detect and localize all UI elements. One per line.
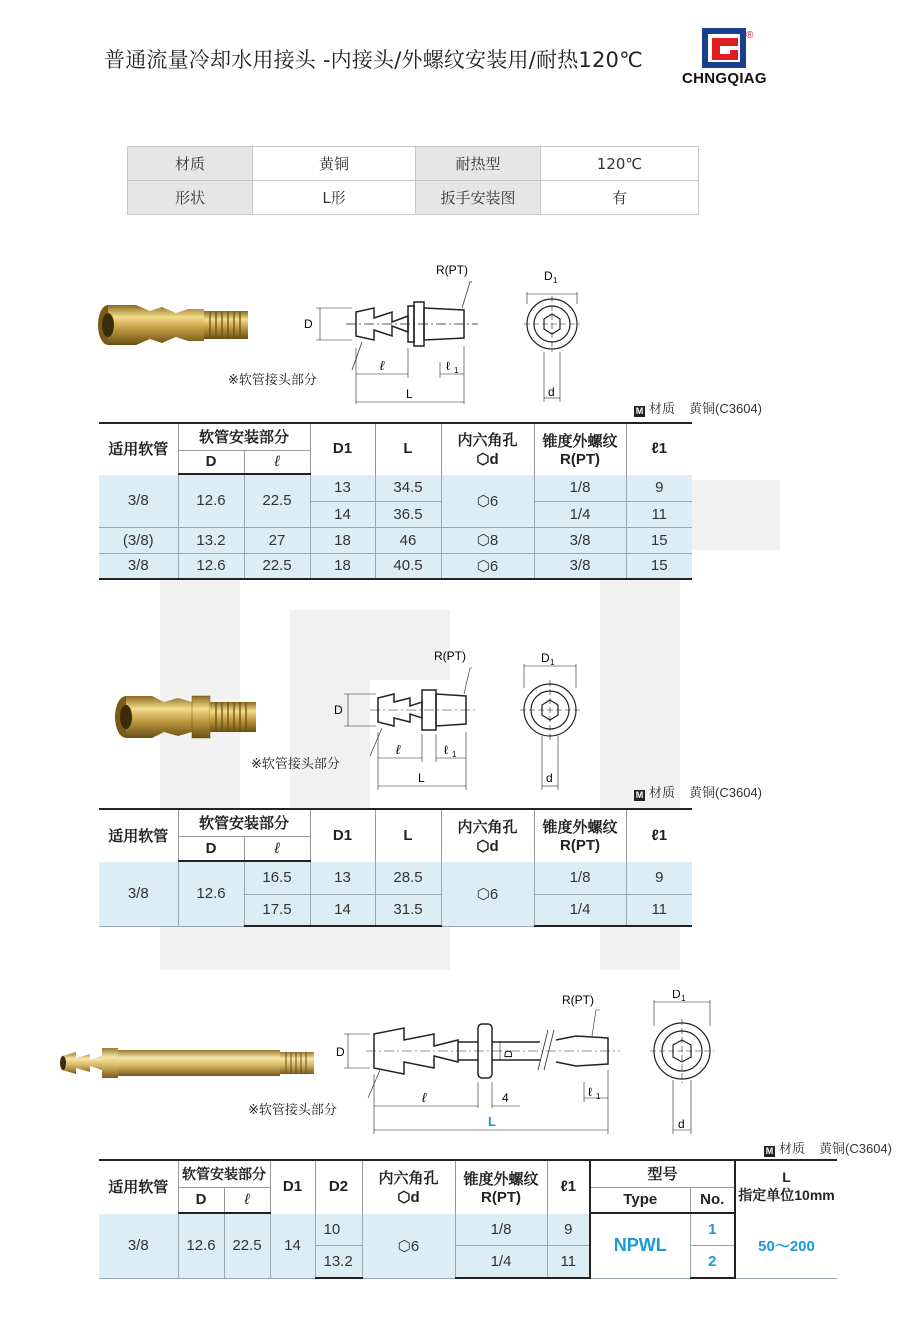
col-D2: D2 <box>315 1160 362 1213</box>
cell: 3/8 <box>99 553 178 579</box>
dim-L: L <box>406 387 413 401</box>
spec-key: 耐热型 <box>416 147 541 181</box>
material-icon: M <box>765 1146 774 1156</box>
cell: 15 <box>626 553 692 579</box>
cell: 11 <box>547 1245 590 1278</box>
col-l1: ℓ1 <box>626 809 692 861</box>
cell: 1/4 <box>534 894 626 926</box>
cell: 16.5 <box>244 861 310 894</box>
cell: 14 <box>270 1213 315 1278</box>
spec-table-3 <box>99 1159 837 1279</box>
cell: 22.5 <box>224 1213 270 1278</box>
col-no: No. <box>690 1187 735 1213</box>
col-hose: 适用软管 <box>99 423 178 474</box>
cell: 14 <box>310 894 375 926</box>
cell: 9 <box>547 1213 590 1245</box>
table-row <box>99 553 692 579</box>
dim-ell: ℓ <box>396 742 401 757</box>
page-title: 普通流量冷却水用接头 -内接头/外螺纹安装用/耐热120℃ <box>104 48 643 72</box>
dim-ell1-sub: 1 <box>596 1092 601 1101</box>
dim-D1-sub: 1 <box>553 276 558 285</box>
material-note-1: M 材质 黄铜(C3604) <box>635 401 762 416</box>
cell: 12.6 <box>178 861 244 926</box>
col-mount: 软管安装部分 <box>178 809 310 836</box>
col-thread: 锥度外螺纹 R(PT) <box>534 809 626 861</box>
dim-ell1: ℓ <box>446 359 450 373</box>
col-D: D <box>178 836 244 861</box>
model-type: NPWL <box>590 1213 690 1278</box>
cell: 40.5 <box>375 553 441 579</box>
cell: 3/8 <box>534 553 626 579</box>
technical-drawing-2 <box>330 648 630 793</box>
dim-ell1: ℓ <box>444 743 448 757</box>
cell: 10 <box>315 1213 362 1245</box>
dim-D1: D <box>672 990 681 1001</box>
col-thread: 锥度外螺纹 R(PT) <box>455 1160 547 1213</box>
hose-note-1: ※软管接头部分 <box>228 373 317 388</box>
cell: ⬡6 <box>362 1213 455 1278</box>
dim-ell1-sub: 1 <box>452 750 457 759</box>
cell: 13.2 <box>178 527 244 553</box>
cell: 13 <box>310 861 375 894</box>
col-D: D <box>178 450 244 474</box>
col-D: D <box>178 1187 224 1213</box>
cell: 11 <box>626 894 692 926</box>
table-row <box>99 527 692 553</box>
table-row <box>99 474 692 501</box>
col-hose: 适用软管 <box>99 809 178 861</box>
spec-value: L形 <box>253 181 416 215</box>
cell: ⬡6 <box>441 861 534 926</box>
col-mount: 软管安装部分 <box>178 1160 270 1187</box>
hose-note-3: ※软管接头部分 <box>248 1103 337 1118</box>
dim-D: D <box>334 703 343 717</box>
col-D1: D1 <box>270 1160 315 1213</box>
spec-key: 材质 <box>128 147 253 181</box>
col-mount: 软管安装部分 <box>178 423 310 450</box>
cell: 17.5 <box>244 894 310 926</box>
col-ell: ℓ <box>244 836 310 861</box>
col-L: L <box>375 809 441 861</box>
technical-drawing-3 <box>330 990 730 1135</box>
spec-key: 形状 <box>128 181 253 215</box>
hose-note-2: ※软管接头部分 <box>251 757 340 772</box>
cell: 13.2 <box>315 1245 362 1278</box>
dim-D1-sub: 1 <box>550 658 555 667</box>
dim-D: D <box>336 1045 345 1059</box>
cell: 11 <box>626 501 692 527</box>
cell: (3/8) <box>99 527 178 553</box>
col-l1: ℓ1 <box>626 423 692 474</box>
dim-d: d <box>546 771 553 785</box>
spec-table-1 <box>99 422 692 580</box>
product-photo-3 <box>58 1040 320 1086</box>
col-thread: 锥度外螺纹 R(PT) <box>534 423 626 474</box>
cell: 27 <box>244 527 310 553</box>
spec-value: 黄铜 <box>253 147 416 181</box>
col-hose: 适用软管 <box>99 1160 178 1213</box>
registered-mark: ® <box>746 30 754 41</box>
dim-rpt: R(PT) <box>434 649 466 663</box>
col-ell: ℓ <box>224 1187 270 1213</box>
cell: 18 <box>310 527 375 553</box>
cell: 22.5 <box>244 553 310 579</box>
cell: 13 <box>310 474 375 501</box>
dim-ell: ℓ <box>422 1090 427 1105</box>
spec-table <box>127 146 699 215</box>
length-range: 50～200 <box>735 1213 837 1278</box>
material-note-3: M 材质 黄铜(C3604) <box>765 1141 892 1156</box>
cell: 1/8 <box>455 1213 547 1245</box>
table-row <box>99 1213 837 1245</box>
cell: ⬡8 <box>441 527 534 553</box>
cell: 31.5 <box>375 894 441 926</box>
product-photo-2 <box>112 686 262 748</box>
dim-rpt: R(PT) <box>436 263 468 277</box>
cell: 46 <box>375 527 441 553</box>
table-row <box>99 861 692 894</box>
spec-key: 扳手安装图 <box>416 181 541 215</box>
col-type: Type <box>590 1187 690 1213</box>
col-L: L <box>375 423 441 474</box>
model-no: 1 <box>690 1213 735 1245</box>
dim-D2: D <box>503 1050 515 1058</box>
col-L: L 指定单位10mm <box>735 1160 837 1213</box>
spec-table-2 <box>99 808 692 927</box>
brand-name: CHNGQIAG <box>682 70 767 87</box>
cell: 14 <box>310 501 375 527</box>
col-l1: ℓ1 <box>547 1160 590 1213</box>
spec-row <box>128 147 699 181</box>
cell: 12.6 <box>178 474 244 527</box>
cell: ⬡6 <box>441 553 534 579</box>
cell: 1/8 <box>534 474 626 501</box>
cell: 1/4 <box>534 501 626 527</box>
dim-4: 4 <box>502 1091 509 1105</box>
col-hex: 内六角孔 ⬡d <box>441 809 534 861</box>
dim-D1-sub: 1 <box>681 994 686 1003</box>
col-hex: 内六角孔 ⬡d <box>362 1160 455 1213</box>
cell: 12.6 <box>178 553 244 579</box>
col-model: 型号 <box>590 1160 735 1187</box>
dim-L: L <box>488 1114 496 1129</box>
cell: ⬡6 <box>441 474 534 527</box>
dim-d: d <box>548 385 555 399</box>
dim-ell1-sub: 1 <box>454 366 459 375</box>
dim-ell: ℓ <box>380 358 385 373</box>
cell: 12.6 <box>178 1213 224 1278</box>
col-D1: D1 <box>310 423 375 474</box>
material-note-2: M 材质 黄铜(C3604) <box>635 785 762 800</box>
cell: 3/8 <box>534 527 626 553</box>
material-icon: M <box>635 406 644 416</box>
spec-value: 120℃ <box>541 147 699 181</box>
col-ell: ℓ <box>244 450 310 474</box>
cell: 15 <box>626 527 692 553</box>
cell: 3/8 <box>99 1213 178 1278</box>
dim-ell1: ℓ <box>588 1085 592 1099</box>
cell: 9 <box>626 474 692 501</box>
dim-D: D <box>304 317 313 331</box>
dim-d: d <box>678 1117 685 1131</box>
dim-D1: D <box>541 651 550 665</box>
cell: 1/8 <box>534 861 626 894</box>
cell: 1/4 <box>455 1245 547 1278</box>
cell: 18 <box>310 553 375 579</box>
cell: 36.5 <box>375 501 441 527</box>
spec-value: 有 <box>541 181 699 215</box>
product-photo-1 <box>96 295 256 355</box>
col-hex: 内六角孔 ⬡d <box>441 423 534 474</box>
spec-row <box>128 181 699 215</box>
cell: 9 <box>626 861 692 894</box>
cell: 28.5 <box>375 861 441 894</box>
col-D1: D1 <box>310 809 375 861</box>
cell: 3/8 <box>99 861 178 926</box>
cell: 34.5 <box>375 474 441 501</box>
material-icon: M <box>635 790 644 800</box>
technical-drawing-1 <box>296 262 636 412</box>
dim-rpt: R(PT) <box>562 993 594 1007</box>
cell: 22.5 <box>244 474 310 527</box>
cell: 3/8 <box>99 474 178 527</box>
dim-L: L <box>418 771 425 785</box>
dim-D1: D <box>544 269 553 283</box>
model-no: 2 <box>690 1245 735 1278</box>
